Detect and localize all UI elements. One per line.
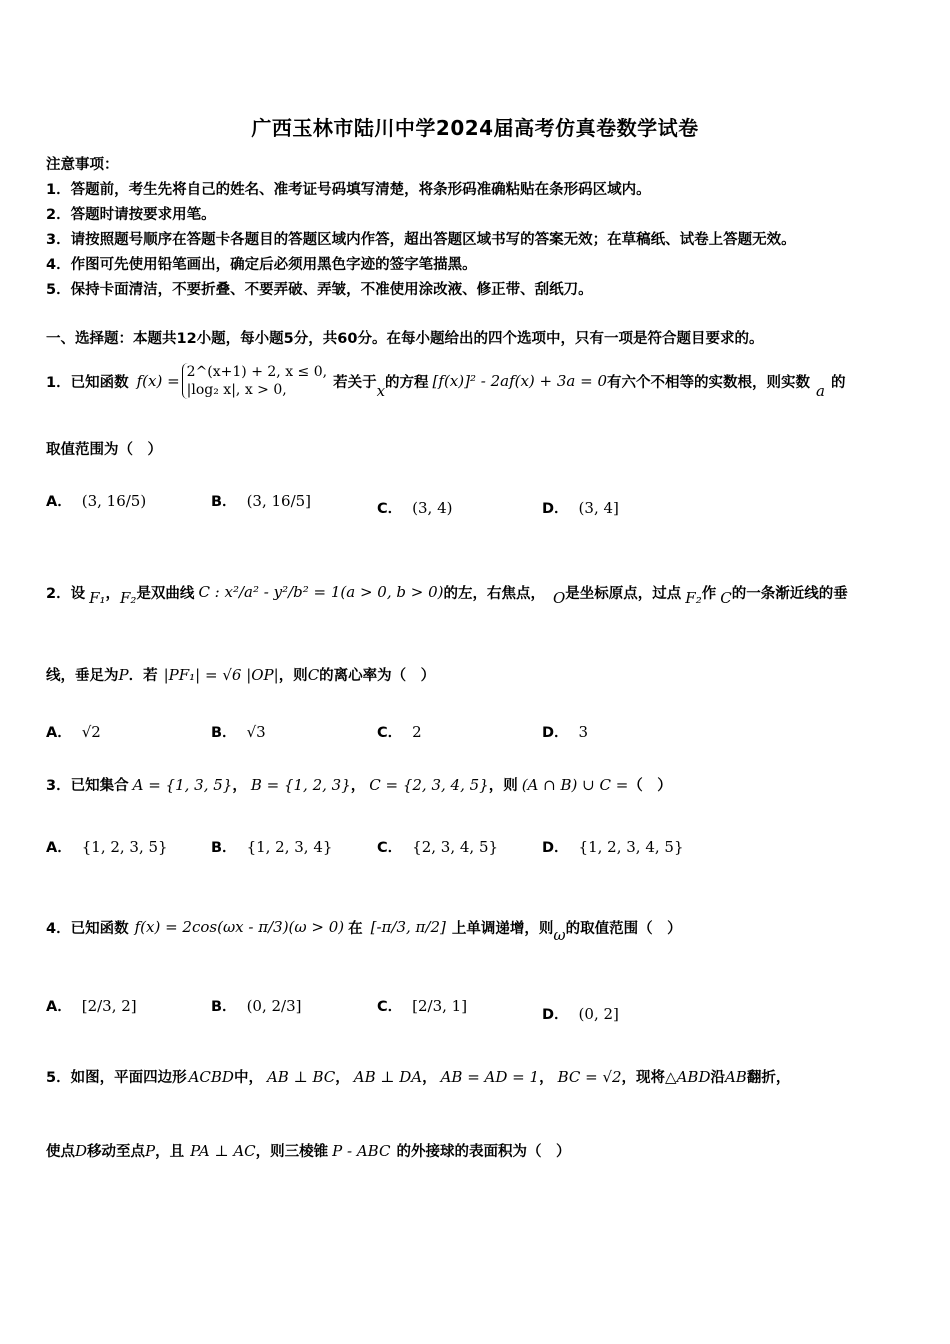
math-var: P - ABC bbox=[332, 1141, 391, 1160]
option-a[interactable] bbox=[46, 721, 101, 742]
question-4 bbox=[46, 905, 682, 949]
question-text: 的左，右焦点， bbox=[443, 585, 545, 602]
math-var: AB bbox=[724, 1067, 747, 1086]
question-text: ，现将 bbox=[621, 1070, 666, 1086]
question-5: 5．如图，平面四边形 ACBD 中， AB ⊥ BC ， AB ⊥ DA ， AB = AD = 1 ， BC = √2 ，现将 △ABD 沿 AB 翻折， bbox=[46, 1067, 791, 1086]
equation: |PF₁| = √6 |OP| bbox=[163, 665, 279, 684]
option-label: C． bbox=[377, 840, 403, 856]
question-number: 2．设 bbox=[46, 585, 86, 602]
question-text: 在 bbox=[348, 920, 363, 937]
question-text: 是坐标原点，过点 bbox=[565, 585, 682, 602]
option-c[interactable] bbox=[377, 995, 467, 1016]
option-label: C． bbox=[377, 725, 403, 741]
math-var: △ABD bbox=[665, 1067, 711, 1086]
option-a[interactable] bbox=[46, 836, 168, 857]
section-heading: 一、选择题：本题共12小题，每小题5分，共60分。在每小题给出的四个选项中，只有一项是符合题目要求的。 bbox=[46, 331, 764, 347]
notice-item: 3．请按照题号顺序在答题卡各题目的答题区域内作答，超出答题区域书写的答案无效；在草稿纸、试卷上答题无效。 bbox=[46, 232, 796, 248]
question-text: ，则 bbox=[278, 668, 308, 684]
equation: (A ∩ B) ∪ C = bbox=[521, 775, 629, 794]
option-value: {1, 2, 3, 4} bbox=[246, 838, 333, 856]
option-d[interactable] bbox=[542, 497, 619, 518]
option-d[interactable] bbox=[542, 721, 588, 742]
equation: C : x²/a² - y²/b² = 1(a > 0, b > 0) bbox=[198, 583, 444, 601]
question-text: 有六个不相等的实数根，则实数 bbox=[607, 374, 811, 391]
option-value: (0, 2] bbox=[578, 1005, 619, 1023]
option-value: (0, 2/3] bbox=[246, 997, 302, 1015]
option-c[interactable] bbox=[377, 836, 498, 857]
option-label: D． bbox=[542, 1007, 569, 1023]
math-var: C bbox=[307, 665, 320, 684]
option-label: D． bbox=[542, 840, 569, 856]
option-value: 3 bbox=[578, 723, 589, 741]
set-a: A = {1, 3, 5} bbox=[132, 775, 233, 794]
option-c[interactable] bbox=[377, 497, 452, 518]
option-label: B． bbox=[211, 725, 237, 741]
question-number: 5．如图，平面四边形 bbox=[46, 1070, 187, 1086]
option-value: (3, 4] bbox=[578, 499, 619, 517]
question-5-line-2 bbox=[46, 1140, 570, 1161]
question-text: 的外接球的表面积为（ ） bbox=[396, 1144, 571, 1160]
option-b[interactable] bbox=[211, 721, 266, 742]
notice-item: 2．答题时请按要求用笔。 bbox=[46, 207, 216, 223]
question-text: 翻折， bbox=[746, 1070, 791, 1086]
math-var: x bbox=[376, 382, 386, 400]
question-2 bbox=[46, 572, 848, 612]
question-number: 4．已知函数 bbox=[46, 920, 129, 937]
question-1 bbox=[46, 354, 845, 408]
equation: f(x) = 2cos(ωx - π/3)(ω > 0) bbox=[134, 918, 345, 936]
question-text: 的取值范围（ ） bbox=[565, 920, 682, 937]
option-label: B． bbox=[211, 840, 237, 856]
option-label: A． bbox=[46, 494, 72, 510]
math-var: ω bbox=[553, 926, 566, 944]
question-2-line-2 bbox=[46, 664, 435, 685]
question-text: 中， bbox=[233, 1070, 263, 1086]
option-value: √2 bbox=[81, 723, 101, 741]
math-var: C bbox=[720, 589, 732, 607]
question-text: 的 bbox=[830, 374, 846, 391]
option-b[interactable] bbox=[211, 836, 332, 857]
question-text: 使点 bbox=[46, 1144, 75, 1160]
interval: [-π/3, π/2] bbox=[370, 918, 446, 936]
math-var: P bbox=[145, 1141, 156, 1160]
option-a[interactable] bbox=[46, 490, 146, 511]
notice-item: 1．答题前，考生先将自己的姓名、准考证号码填写清楚，将条形码准确粘贴在条形码区域内。 bbox=[46, 182, 651, 198]
condition: PA ⊥ AC bbox=[190, 1141, 256, 1160]
math-var: a bbox=[816, 382, 825, 400]
option-d[interactable] bbox=[542, 836, 684, 857]
question-text: 若关于 bbox=[333, 374, 377, 391]
option-value: 2 bbox=[412, 723, 422, 741]
question-text: 线，垂足为 bbox=[46, 668, 119, 684]
page-title: 广西玉林市陆川中学2024届高考仿真卷数学试卷 bbox=[251, 116, 699, 140]
option-label: C． bbox=[377, 999, 403, 1015]
option-label: B． bbox=[211, 999, 237, 1015]
math-var: O bbox=[552, 589, 566, 607]
question-text: 沿 bbox=[710, 1070, 725, 1086]
set-c: C = {2, 3, 4, 5} bbox=[369, 775, 489, 794]
option-value: {1, 2, 3, 5} bbox=[81, 838, 168, 856]
question-text: ．若 bbox=[128, 668, 158, 684]
option-value: √3 bbox=[246, 723, 266, 741]
condition: AB ⊥ DA bbox=[353, 1067, 423, 1086]
option-value: (3, 16/5) bbox=[81, 492, 147, 510]
option-label: C． bbox=[377, 501, 403, 517]
math-var: F₁ bbox=[89, 589, 106, 607]
condition: AB = AD = 1 bbox=[440, 1067, 540, 1086]
option-value: [2/3, 1] bbox=[412, 997, 468, 1015]
piecewise bbox=[182, 363, 327, 399]
question-number: 1．已知函数 bbox=[46, 374, 129, 391]
math-var: D bbox=[75, 1141, 88, 1160]
option-value: [2/3, 2] bbox=[81, 997, 137, 1015]
option-label: A． bbox=[46, 725, 72, 741]
notice-header: 注意事项： bbox=[46, 157, 119, 173]
question-text: 取值范围为（ ） bbox=[46, 442, 162, 458]
option-label: A． bbox=[46, 840, 72, 856]
notice-item: 4．作图可先使用铅笔画出，确定后必须用黑色字迹的签字笔描黑。 bbox=[46, 257, 477, 273]
option-label: D． bbox=[542, 725, 569, 741]
question-text: （ ） bbox=[628, 778, 672, 794]
question-text: 的一条渐近线的垂 bbox=[731, 585, 848, 602]
function-def: f(x) = bbox=[136, 372, 180, 390]
piece-2: |log₂ x|, x > 0, bbox=[186, 382, 287, 398]
notice-item: 5．保持卡面清洁，不要折叠、不要弄破、弄皱，不准使用涂改液、修正带、刮纸刀。 bbox=[46, 282, 593, 298]
question-text: 是双曲线 bbox=[136, 585, 195, 602]
option-label: B． bbox=[211, 494, 237, 510]
set-b: B = {1, 2, 3} bbox=[250, 775, 351, 794]
question-text: ，则 bbox=[488, 778, 518, 794]
option-b[interactable] bbox=[211, 995, 302, 1016]
piece-1: 2^(x+1) + 2, x ≤ 0, bbox=[186, 364, 328, 380]
question-text: 的离心率为（ ） bbox=[319, 668, 436, 684]
question-text: ，且 bbox=[155, 1144, 185, 1160]
option-value: {1, 2, 3, 4, 5} bbox=[578, 838, 684, 856]
question-text: 移动至点 bbox=[87, 1144, 146, 1160]
option-a[interactable] bbox=[46, 995, 137, 1016]
question-number: 3．已知集合 bbox=[46, 778, 129, 794]
question-text: ，则三棱锥 bbox=[255, 1144, 329, 1160]
option-value: (3, 16/5] bbox=[246, 492, 312, 510]
question-text: ， bbox=[105, 585, 121, 602]
option-label: D． bbox=[542, 501, 569, 517]
question-text: 上单调递增，则 bbox=[451, 920, 554, 937]
option-d[interactable] bbox=[542, 1003, 619, 1024]
math-var: F₂ bbox=[120, 589, 137, 607]
option-label: A． bbox=[46, 999, 72, 1015]
option-c[interactable] bbox=[377, 721, 422, 742]
equation: [f(x)]² - 2af(x) + 3a = 0 bbox=[432, 372, 608, 390]
math-var: ACBD bbox=[188, 1067, 234, 1086]
option-value: (3, 4) bbox=[412, 499, 453, 517]
option-value: {2, 3, 4, 5} bbox=[412, 838, 499, 856]
math-var: F₂ bbox=[685, 589, 702, 607]
condition: AB ⊥ BC bbox=[266, 1067, 336, 1086]
math-var: P bbox=[118, 665, 129, 684]
option-b[interactable] bbox=[211, 490, 311, 511]
question-3: 3．已知集合 A = {1, 3, 5} ， B = {1, 2, 3} ， C = {2, 3, 4, 5} ，则 (A ∩ B) ∪ C = （ ） bbox=[46, 775, 672, 794]
condition: BC = √2 bbox=[557, 1067, 622, 1086]
question-text: 的方程 bbox=[385, 374, 429, 391]
question-text: 作 bbox=[701, 585, 717, 602]
